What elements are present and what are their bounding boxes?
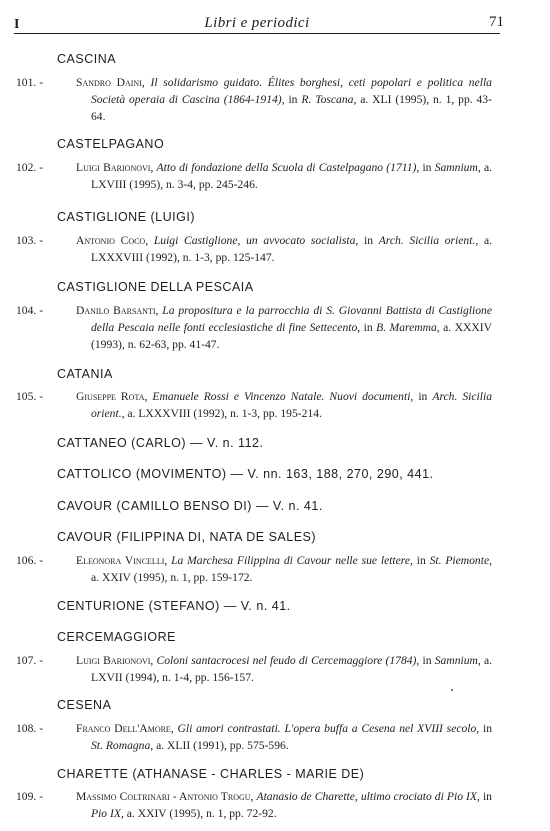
entry-work-title: La propositura e la parrocchia di S. Giovanni Battista di Castiglione della Pescaia nelle fonti ecclesiastiche di fine Settecento, bbox=[91, 304, 492, 334]
entry-author: Danilo Barsanti, bbox=[76, 304, 159, 317]
entry-number: 102. - bbox=[16, 161, 44, 174]
entry-number: 101. - bbox=[16, 76, 44, 89]
entry-author: Luigi Barionovi, bbox=[76, 654, 154, 667]
entry-text bbox=[76, 160, 492, 194]
section-heading: CASTELPAGANO bbox=[57, 137, 165, 151]
entry-work-title: Emanuele Rossi e Vincenzo Natale. Nuovi documenti, bbox=[152, 390, 414, 403]
bibliography-entry bbox=[16, 553, 492, 587]
entry-work-title: La Marchesa Filippina di Cavour nelle sue lettere, bbox=[171, 554, 413, 567]
entry-in: in bbox=[363, 234, 373, 247]
entry-details: a. XLII (1991), pp. 575-596. bbox=[156, 738, 289, 752]
header-title: Libri e periodici bbox=[204, 15, 310, 31]
bibliography-entry bbox=[16, 789, 492, 823]
entry-in: in bbox=[482, 722, 492, 735]
section-heading: CASTIGLIONE (LUIGI) bbox=[57, 210, 195, 224]
entry-text bbox=[76, 553, 492, 587]
entry-details: a. XXXIV (1993), n. 62-63, pp. 41-47. bbox=[91, 320, 492, 351]
entry-number: 106. - bbox=[16, 554, 44, 567]
bibliography-entry bbox=[16, 303, 492, 353]
bibliography-entry bbox=[16, 233, 492, 267]
entry-details: a. LXXXVIII (1992), n. 1-3, pp. 125-147. bbox=[91, 234, 492, 264]
entry-author: Luigi Barionovi, bbox=[76, 161, 154, 174]
entry-details: a. XLI (1995), n. 1, pp. 43-64. bbox=[91, 92, 492, 123]
section-heading: CAVOUR (FILIPPINA DI, NATA DE SALES) bbox=[57, 530, 317, 544]
entry-journal: Pio IX, bbox=[91, 806, 124, 820]
entry-details: a. XXIV (1995), n. 1, pp. 159-172. bbox=[91, 570, 253, 584]
entry-text bbox=[76, 789, 492, 823]
entry-journal: R. Toscana, bbox=[301, 92, 357, 106]
entry-work-title: Atto di fondazione della Scuola di Castelpagano (1711), bbox=[156, 161, 420, 174]
bibliography-entry bbox=[16, 721, 492, 755]
page-number: 71 bbox=[489, 14, 504, 30]
entry-journal: St. Romagna, bbox=[91, 738, 154, 752]
entry-work-title: Luigi Castiglione, un avvocato socialista, bbox=[153, 234, 359, 247]
bibliography-entry bbox=[16, 389, 492, 423]
entry-details: a. XXIV (1995), n. 1, pp. 72-92. bbox=[126, 806, 277, 820]
entry-details: a. LXVIII (1995), n. 3-4, pp. 245-246. bbox=[91, 161, 492, 191]
entry-details: a. LXXXVIII (1992), n. 1-3, pp. 195-214. bbox=[127, 406, 322, 420]
section-heading: CATTANEO (CARLO) — V. n. 112. bbox=[57, 436, 264, 450]
entry-number: 105. - bbox=[16, 390, 44, 403]
entry-work-title: Il solidarismo guidato. Élites borghesi, ceti popolari e politica nella Società operaia di Cascina (1864-1914), bbox=[91, 76, 492, 106]
entry-journal: Samnium, bbox=[434, 654, 481, 667]
entry-author: Giuseppe Rota, bbox=[76, 390, 148, 403]
entry-number: 109. - bbox=[16, 790, 44, 803]
entry-journal: Arch. Sicilia orient., bbox=[378, 234, 479, 247]
section-heading: CAVOUR (CAMILLO BENSO DI) — V. n. 41. bbox=[57, 499, 323, 513]
entry-author: Massimo Coltrinari - Antonio Trogu, bbox=[76, 790, 254, 803]
section-heading: CESENA bbox=[57, 698, 112, 712]
entry-in: in bbox=[422, 161, 432, 174]
entry-author: Sandro Daini, bbox=[76, 76, 145, 89]
bibliography-entry bbox=[16, 653, 492, 687]
section-heading: CATANIA bbox=[57, 367, 113, 381]
entry-journal: B. Maremma, bbox=[376, 320, 440, 334]
entry-work-title: Coloni santacrocesi nel feudo di Cercemaggiore (1784), bbox=[156, 654, 420, 667]
entry-in: in bbox=[422, 654, 432, 667]
entry-in: in bbox=[418, 390, 428, 403]
entry-work-title: Gli amori contrastati. L'opera buffa a Cesena nel XVIII secolo, bbox=[177, 722, 480, 735]
entry-text bbox=[76, 75, 492, 125]
entry-in: in bbox=[288, 92, 298, 106]
section-heading: CASTIGLIONE DELLA PESCAIA bbox=[57, 280, 254, 294]
print-speck bbox=[451, 689, 453, 691]
entry-author: Franco Dell'Amore, bbox=[76, 722, 174, 735]
entry-journal: St. Piemonte, bbox=[429, 554, 492, 567]
bibliography-entry bbox=[16, 160, 492, 194]
entry-in: in bbox=[416, 554, 426, 567]
section-heading: CERCEMAGGIORE bbox=[57, 630, 177, 644]
entry-in: in bbox=[363, 320, 373, 334]
entry-author: Eleonora Vincelli, bbox=[76, 554, 168, 567]
running-header bbox=[14, 13, 504, 34]
entry-number: 107. - bbox=[16, 654, 44, 667]
entry-number: 108. - bbox=[16, 722, 44, 735]
entry-text bbox=[76, 233, 492, 267]
entry-number: 104. - bbox=[16, 304, 44, 317]
bibliography-entry bbox=[16, 75, 492, 125]
entry-journal: Arch. Sicilia orient., bbox=[91, 390, 492, 420]
entry-work-title: Atanasio de Charette, ultimo crociato di Pio IX, bbox=[256, 790, 480, 803]
section-heading: CASCINA bbox=[57, 52, 117, 66]
entry-text bbox=[76, 303, 492, 353]
section-heading: CHARETTE (ATHANASE - CHARLES - MARIE DE) bbox=[57, 767, 365, 781]
section-heading: CATTOLICO (MOVIMENTO) — V. nn. 163, 188, 270, 290, 441. bbox=[57, 467, 434, 481]
entry-text bbox=[76, 389, 492, 423]
entry-details: a. LXVII (1994), n. 1-4, pp. 156-157. bbox=[91, 654, 493, 684]
entry-text bbox=[76, 721, 492, 755]
section-heading: CENTURIONE (STEFANO) — V. n. 41. bbox=[57, 599, 291, 613]
entry-author: Antonio Coco, bbox=[76, 234, 149, 247]
entry-journal: Samnium, bbox=[434, 161, 481, 174]
entry-text bbox=[76, 653, 492, 687]
header-marker: I bbox=[14, 17, 20, 32]
entry-number: 103. - bbox=[16, 234, 44, 247]
entry-in: in bbox=[482, 790, 492, 803]
